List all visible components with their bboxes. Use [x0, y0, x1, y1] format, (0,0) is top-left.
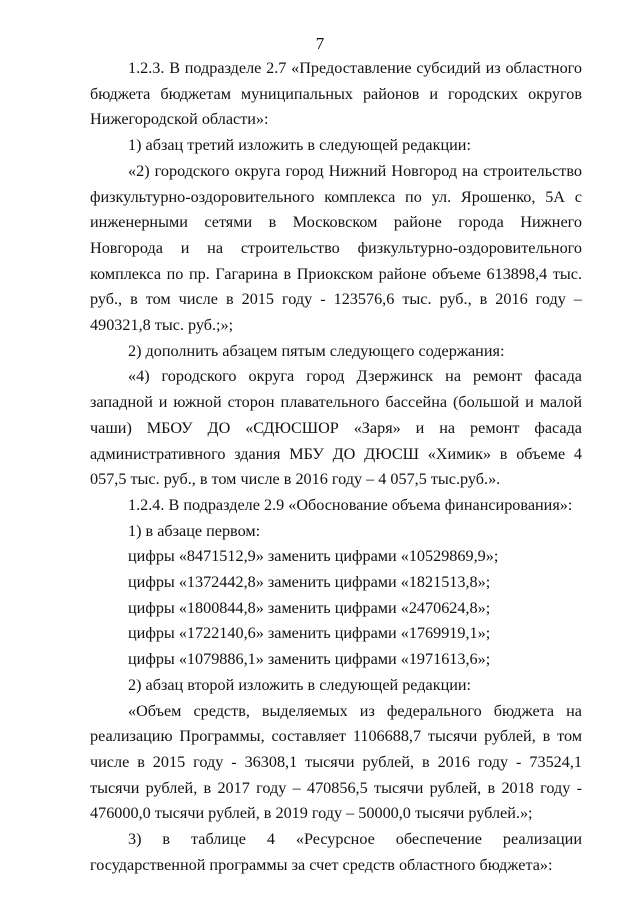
paragraph-item-2: 2) дополнить абзацем пятым следующего содержания: [128, 341, 505, 360]
paragraph-first-abzac: 1) в абзаце первом: [128, 521, 261, 540]
paragraph-second-abzac: 2) абзац второй изложить в следующей редакции: [128, 675, 472, 694]
paragraph-table-4: 3) в таблице 4 «Ресурсное обеспечение реализации государственной программы за счет средств областного бюджета»: [90, 830, 582, 874]
paragraph-1-2-4: 1.2.4. В подразделе 2.9 «Обоснование объема финансирования»: [128, 495, 573, 514]
replacement-line: цифры «8471512,9» заменить цифрами «10529869,9»; [128, 547, 499, 566]
paragraph-item-1: 1) абзац третий изложить в следующей редакции: [128, 136, 471, 155]
replacement-line: цифры «1800844,8» заменить цифрами «2470624,8»; [128, 598, 491, 617]
page-number: 7 [315, 34, 325, 53]
paragraph-quote-4: «4) городского округа город Дзержинск на ремонт фасада западной и южной сторон плавательного бассейна (большой и малой чаши) МБОУ ДО «СДЮСШОР «Заря» и на ремонт фасада административного здания МБУ ДО ДЮСШ «Химик» в объеме 4 057,5 тыс. руб., в том числе в 2016 году – 4 057,5 тыс.руб.». [90, 367, 582, 489]
replacement-line: цифры «1372442,8» заменить цифрами «1821513,8»; [128, 573, 491, 592]
replacement-line: цифры «1079886,1» заменить цифрами «1971613,6»; [128, 650, 491, 669]
replacement-line: цифры «1722140,6» заменить цифрами «1769919,1»; [128, 624, 491, 643]
paragraph-1-2-3: 1.2.3. В подразделе 2.7 «Предоставление субсидий из областного бюджета бюджетам муниципальных районов и городских округов Нижегородской области»: [90, 59, 582, 129]
paragraph-federal-budget: «Объем средств, выделяемых из федерального бюджета на реализацию Программы, составляет 1106688,7 тысячи рублей, в том числе в 2015 году - 36308,1 тысячи рублей, в 2016 году - 73524,1 тысячи рублей, в 2017 году – 470856,5 тысячи рублей, в 2018 году - 476000,0 тысячи рублей, в 2019 году – 50000,0 тысячи рублей.»; [90, 701, 582, 823]
paragraph-quote-2: «2) городского округа город Нижний Новгород на строительство физкультурно-оздоровительного комплекса по ул. Ярошенко, 5А с инженерными сетями в Московском районе города Нижнего Новгорода и на строительство физкультурно-оздоровительного комплекса по пр. Гагарина в Приокском районе объеме 613898,4 тыс. руб., в том числе в 2015 году - 123576,6 тыс. руб., в 2016 году – 490321,8 тыс. руб.;»; [90, 161, 582, 335]
document-body [90, 56, 582, 879]
